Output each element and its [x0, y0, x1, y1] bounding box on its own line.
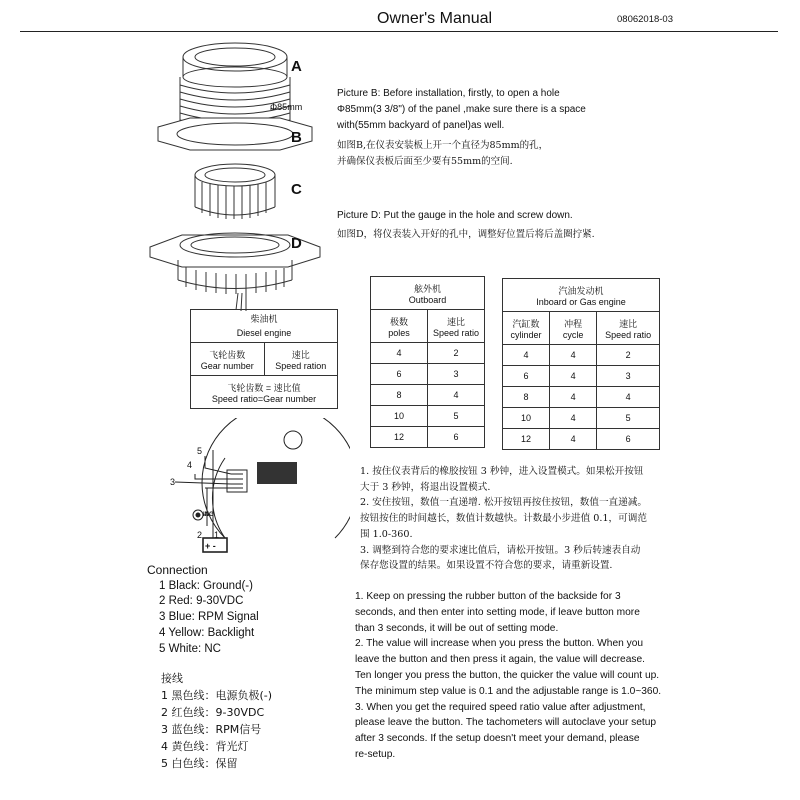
list-item: 4 黄色线：背光灯 — [161, 740, 249, 753]
table-row: 12 6 — [371, 427, 485, 448]
table-row: 6 3 — [371, 364, 485, 385]
ignition-label: ING — [203, 512, 214, 518]
part-label-b: B — [291, 129, 302, 146]
table-row: 12 4 6 — [503, 429, 660, 450]
pin-label-5: 5 — [197, 446, 203, 456]
battery-icon: + - — [205, 541, 216, 551]
picture-b-description: Picture B: Before installation, firstly, to open a hole Φ85mm(3 3/8") of the panel ,make sure there is a space with(55mm backyard of panel)as well. 如图B,在仪表安装板上开一个直径为85mm的孔， 并确保仪表板后面至少要有55mm的空间. — [337, 88, 586, 167]
list-item: 3 蓝色线：RPM信号 — [161, 723, 262, 736]
list-item: 5 White: NC — [159, 642, 221, 655]
table-row: 8 4 — [371, 385, 485, 406]
list-item: 2 Red: 9-30VDC — [159, 595, 244, 608]
list-item: 1 Black: Ground(-) — [159, 579, 253, 592]
rubber-button-icon — [284, 431, 302, 449]
connection-list — [147, 563, 347, 657]
connection-title-zh: 接线 — [161, 672, 183, 685]
part-c-nut-ring — [195, 164, 275, 219]
table-row: 4 4 2 — [503, 345, 660, 366]
part-b-panel-plate — [158, 118, 312, 150]
picture-d-description: Picture D: Put the gauge in the hole and screw down. 如图D，将仪表装入开好的孔中，调整好位置后将后盖圈拧紧. — [337, 210, 595, 240]
gauge-assembly-drawing — [130, 35, 340, 315]
wiring-diagram — [165, 418, 350, 563]
table-row: 10 5 — [371, 406, 485, 427]
list-item: 2 红色线：9-30VDC — [161, 706, 265, 719]
table-row: 4 2 — [371, 343, 485, 364]
connection-list-zh — [147, 670, 347, 772]
list-item: 1 黑色线：电源负极(-) — [161, 689, 273, 702]
inboard-gas-engine-table: 汽油发动机 Inboard or Gas engine 汽缸数 cylinder 冲程 cycle 速比 Speed ratio 4 4 2 6 4 3 8 4 4 10 4 5 12 4 6 — [502, 278, 660, 450]
header-divider — [20, 31, 778, 32]
page-title: Owner's Manual — [377, 10, 493, 27]
setup-instructions-zh: 1. 按住仪表背后的橡胶按钮 3 秒钟，进入设置模式。如果松开按钮 大于 3 秒钟，将退出设置模式. 2. 安住按钮，数值一直递增. 松开按钮再按住按钮，数值一直递减。 按钮按住的时间越长，数值计数越快。计数最小步进值 0.1，可调范 围 1.0-360. 3. 调整到符合您的要求速比值后，请松开按钮。3 秒后转速表自动 保存您设置的结果。如果设置不符合您的要求，请重新设置. — [360, 466, 647, 572]
pin-label-3: 3 — [170, 477, 176, 487]
list-item: 5 白色线：保留 — [161, 757, 238, 770]
outboard-table: 舷外机 Outboard 极数 poles 速比 Speed ratio 4 2 6 3 8 4 10 5 12 6 — [370, 276, 485, 448]
setup-instructions-en: 1. Keep on pressing the rubber button of the backside for 3 seconds, and then enter into setting mode, if leave button more than 3 seconds, it will be out of setting mode. 2. The value will increase when you press the button. When you leave the button and then press it again, the value will decrease. Ten longer you press the button, the quicker the value will count up. The minimum step value is 0.1 and the adjustable range is 1.0~360. 3. When you get the required speed ratio value after adjustment, please leave the button. The tachometers will autoclave your setup after 3 seconds. If the setup doesn't meet your demand, please re-setup. — [355, 591, 662, 760]
connection-title: Connection — [147, 563, 208, 577]
hole-dimension: Φ85mm — [270, 102, 303, 112]
table-row: 6 4 3 — [503, 366, 660, 387]
diesel-engine-table: 柴油机 Diesel engine 飞轮齿数 Gear number 速比 Speed ration 飞轮齿数 = 速比值 Speed ratio=Gear number — [190, 309, 338, 409]
part-label-a: A — [291, 58, 302, 75]
pin-label-4: 4 — [187, 460, 193, 470]
table-row: 8 4 4 — [503, 387, 660, 408]
pin-label-2: 2 — [197, 530, 203, 540]
document-number: 08062018-03 — [617, 14, 673, 25]
list-item: 3 Blue: RPM Signal — [159, 611, 259, 624]
part-label-c: C — [291, 181, 302, 198]
list-item: 4 Yellow: Backlight — [159, 626, 255, 639]
table-row: 10 4 5 — [503, 408, 660, 429]
pin-label-1: 1 — [214, 530, 220, 540]
part-label-d: D — [291, 235, 302, 252]
